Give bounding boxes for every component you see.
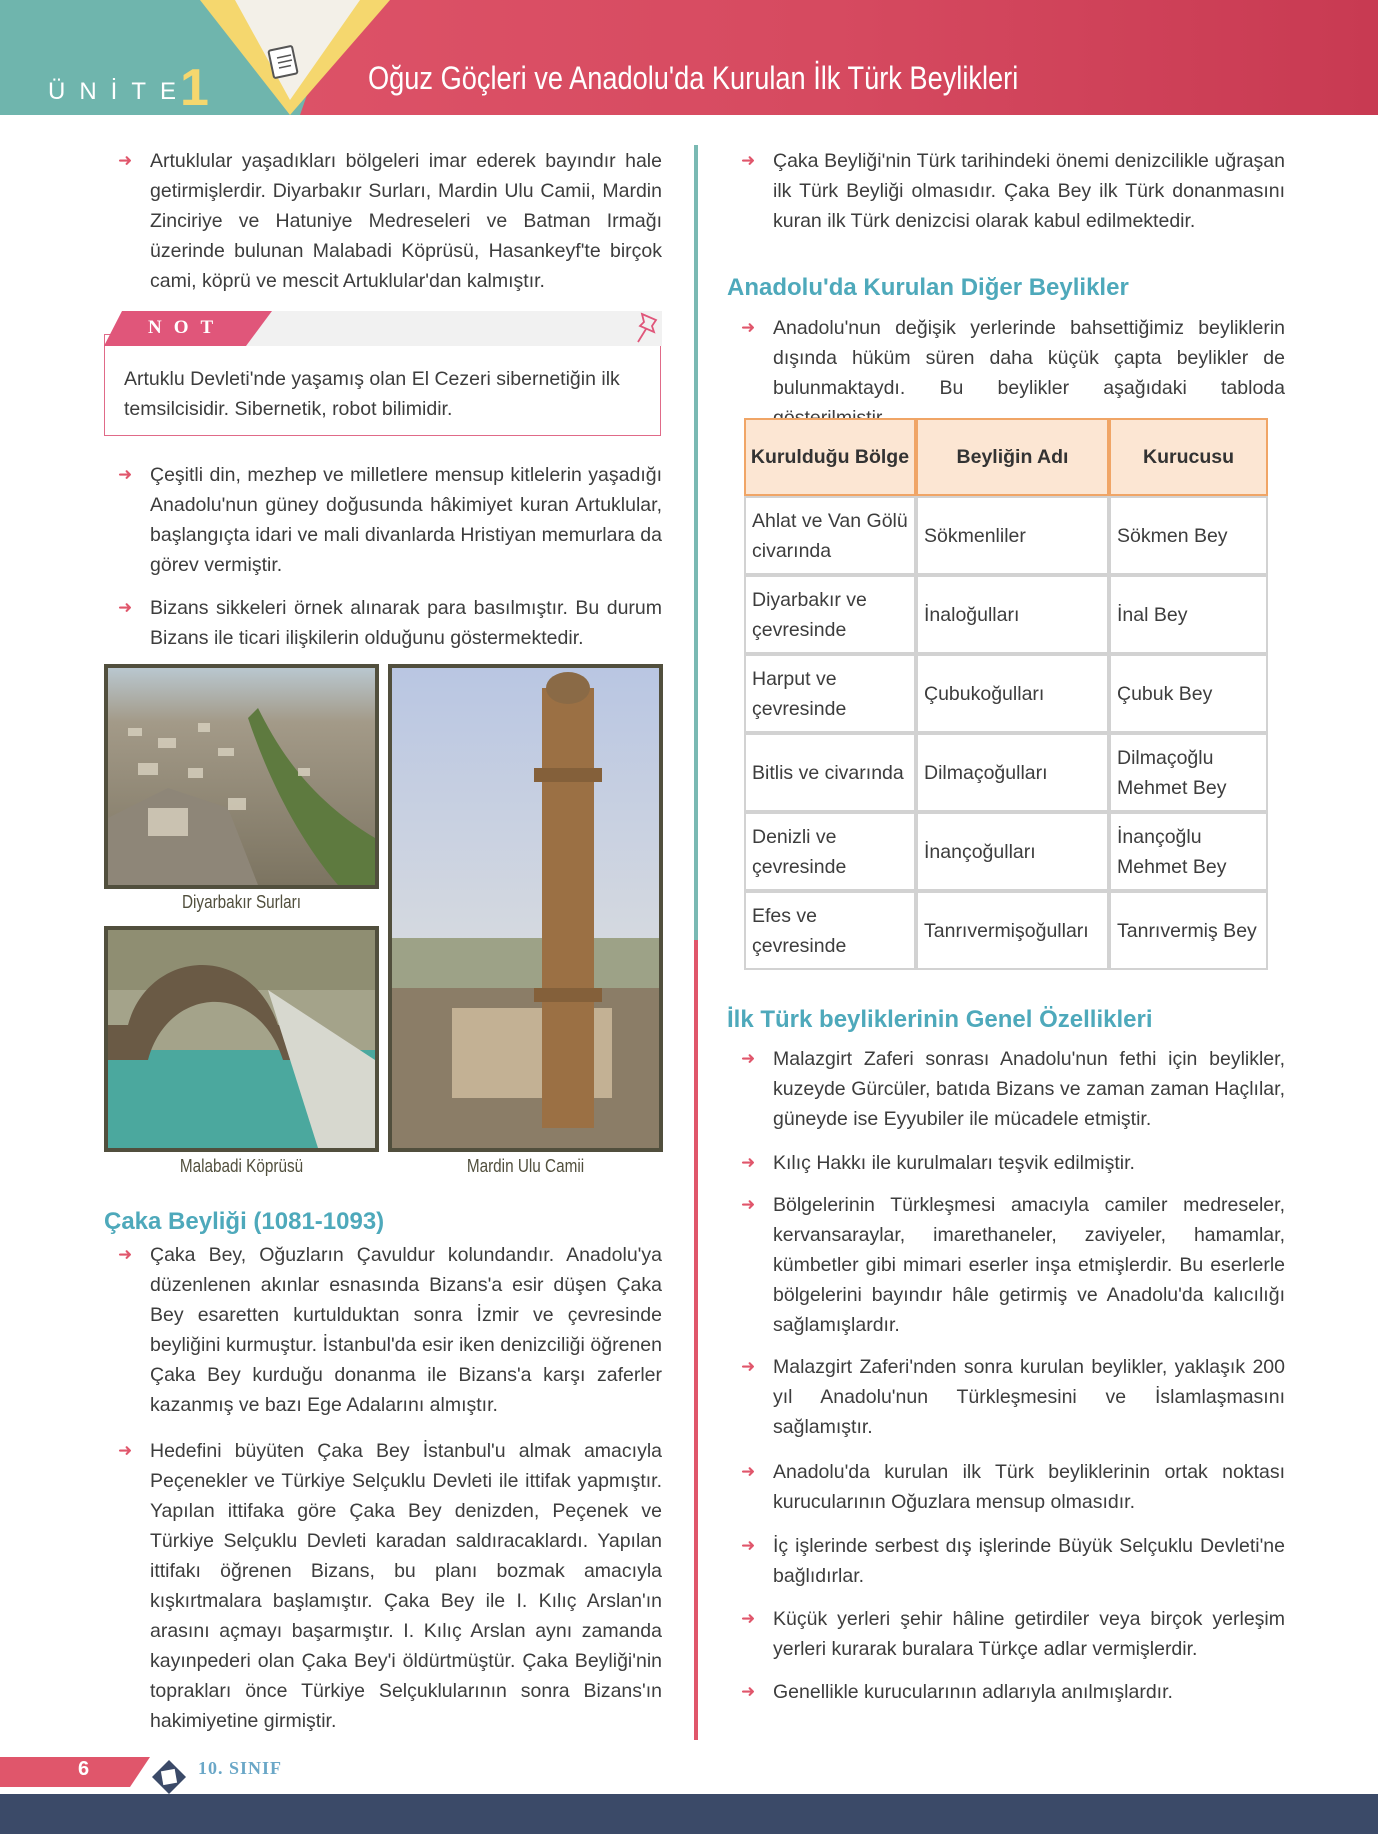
list-item (104, 1240, 662, 1420)
photo-diyarbakir-walls (104, 664, 379, 889)
note-label: NOT (148, 317, 226, 338)
arrow-bullet-icon: ➜ (741, 1049, 756, 1068)
table-cell: Çubuk Bey (1109, 654, 1268, 733)
photo-caption: Mardin Ulu Camii (466, 1156, 585, 1176)
table-cell: Efes ve çevresinde (744, 891, 916, 970)
unit-number: 1 (180, 59, 209, 115)
table-row (744, 575, 1268, 654)
note-tab-background (238, 311, 662, 346)
pushpin-icon (632, 310, 664, 346)
footer-page-tab (0, 1757, 150, 1787)
arrow-bullet-icon: ➜ (741, 1536, 756, 1555)
photo-malabadi-bridge (104, 926, 379, 1152)
list-item (104, 593, 662, 653)
table-cell: Bitlis ve civarında (744, 733, 916, 812)
list-item (727, 146, 1285, 236)
bullet-text: Bizans sikkeleri örnek alınarak para basılmıştır. Bu durum Bizans ile ticari ilişkilerin olduğunu göstermektedir. (150, 597, 662, 649)
table-row (744, 654, 1268, 733)
table-header-cell: Kurucusu (1109, 418, 1268, 496)
page-number: 6 (78, 1758, 90, 1780)
photo-caption: Malabadi Köprüsü (179, 1156, 304, 1176)
bullet-text: Anadolu'da kurulan ilk Türk beyliklerinin ortak noktası kurucularının Oğuzlara mensup olmasıdır. (773, 1461, 1285, 1513)
column-divider-top (694, 145, 698, 940)
footer-band (0, 1794, 1378, 1834)
list-item (727, 1677, 1285, 1707)
list-item (727, 313, 1285, 433)
class-label: 10. SINIF (198, 1758, 283, 1778)
table-header-cell: Kurulduğu Bölge (744, 418, 916, 496)
list-item (727, 1190, 1285, 1340)
bullet-text: Çeşitli din, mezhep ve milletlere mensup kitlelerin yaşadığı Anadolu'nun güney doğusunda hâkimiyet kuran Artuklular, başlangıçta idari ve mali divanlarda Hristiyan memurlara da görev vermiştir. (150, 464, 662, 576)
list-item (727, 1457, 1285, 1517)
photo-caption: Diyarbakır Surları (181, 892, 302, 912)
list-item (727, 1531, 1285, 1591)
arrow-bullet-icon: ➜ (118, 1245, 133, 1264)
arrow-bullet-icon: ➜ (741, 151, 756, 170)
column-divider-bottom (694, 940, 698, 1740)
table-cell: Tanrıvermiş Bey (1109, 891, 1268, 970)
section-title-caka: Çaka Beyliği (1081-1093) (104, 1208, 385, 1235)
table-header-row (744, 418, 1268, 496)
bullet-text: İç işlerinde serbest dış işlerinde Büyük Selçuklu Devleti'ne bağlıdırlar. (773, 1535, 1285, 1587)
arrow-bullet-icon: ➜ (741, 1462, 756, 1481)
table-cell: Sökmenliler (916, 496, 1109, 575)
table-header-cell: Beyliğin Adı (916, 418, 1109, 496)
bullet-text: Anadolu'nun değişik yerlerinde bahsettiğimiz beyliklerin dışında hüküm süren daha küçük çapta beylikler de bulunmaktaydı. Bu beylikler aşağıdaki tabloda (773, 317, 1285, 399)
list-item (104, 1436, 662, 1736)
bullet-text: Kılıç Hakkı ile kurulmaları teşvik edilmiştir. (773, 1152, 1135, 1174)
bullet-text: Küçük yerleri şehir hâline getirdiler veya birçok yerleşim yerleri kurarak buralara Türkçe adlar vermişlerdir. (773, 1608, 1285, 1660)
list-item (727, 1352, 1285, 1442)
bullet-text: Bölgelerinin Türkleşmesi amacıyla camiler medreseler, kervansaraylar, imarethaneler, zaviyeler, hamamlar, kümbetler gibi mimari eserler inşa etmişlerdir. Bu eserlerle bölgelerini bayındır hâle getirmiş ve Anadolu'da kalıcılığı sağlamışlardır. (773, 1194, 1285, 1336)
table-cell: Dilmaçoğulları (916, 733, 1109, 812)
book-icon (265, 40, 305, 80)
table-cell: Dilmaçoğlu Mehmet Bey (1109, 733, 1268, 812)
page-title: Oğuz Göçleri ve Anadolu'da Kurulan İlk Türk Beylikleri (368, 60, 1019, 96)
note-text: Artuklu Devleti'nde yaşamış olan El Cezeri sibernetiğin ilk temsilcisidir. Sibernetik, robot bilimidir. (124, 368, 620, 420)
arrow-bullet-icon: ➜ (118, 465, 133, 484)
arrow-bullet-icon: ➜ (741, 318, 756, 337)
table-row (744, 812, 1268, 891)
bullet-text: Malazgirt Zaferi'nden sonra kurulan beylikler, yaklaşık 200 yıl Anadolu'nun Türkleşmesini ve İslamlaşmasını sağlamıştır. (773, 1356, 1285, 1438)
table-row (744, 891, 1268, 970)
table-cell: Diyarbakır ve çevresinde (744, 575, 916, 654)
bullet-text: Genellikle kurucularının adlarıyla anılmışlardır. (773, 1681, 1173, 1703)
arrow-bullet-icon: ➜ (741, 1609, 756, 1628)
table-cell: Denizli ve çevresinde (744, 812, 916, 891)
section-title-general-features: İlk Türk beyliklerinin Genel Özellikleri (727, 1006, 1153, 1033)
bullet-text: Çaka Beyliği'nin Türk tarihindeki önemi denizcilikle uğraşan ilk Türk Beyliği olmasıdır. Çaka Bey ilk Türk donanmasını kuran ilk Türk denizcisi olarak kabul edilmektedir. (773, 150, 1285, 232)
book-icon (150, 1758, 188, 1796)
table-cell: Ahlat ve Van Gölü civarında (744, 496, 916, 575)
table-row (744, 733, 1268, 812)
bullet-text: Artuklular yaşadıkları bölgeleri imar ederek bayındır hale getirmişlerdir. Diyarbakır Surları, Mardin Ulu Camii, Mardin Zinciriye ve Hatuniye Medreseleri ve Batman Irmağı üzerinde bulunan Malabadi Köprüsü, Hasankeyf'te birçok cami, köprü ve mescit Artuklular'dan kalmıştır. (150, 150, 662, 292)
arrow-bullet-icon: ➜ (118, 151, 133, 170)
table-cell: Sökmen Bey (1109, 496, 1268, 575)
arrow-bullet-icon: ➜ (741, 1357, 756, 1376)
table-cell: Tanrıvermişoğulları (916, 891, 1109, 970)
arrow-bullet-icon: ➜ (741, 1153, 756, 1172)
table-cell: İnaloğulları (916, 575, 1109, 654)
arrow-bullet-icon: ➜ (118, 1441, 133, 1460)
table-cell: Çubukoğulları (916, 654, 1109, 733)
list-item (727, 1148, 1285, 1178)
list-item (727, 1044, 1285, 1134)
list-item (104, 460, 662, 580)
list-item (727, 1604, 1285, 1664)
table-row (744, 496, 1268, 575)
arrow-bullet-icon: ➜ (741, 1195, 756, 1214)
page-header (0, 0, 1378, 115)
arrow-bullet-icon: ➜ (118, 598, 133, 617)
photo-mardin-mosque (388, 664, 663, 1152)
table-cell: Harput ve çevresinde (744, 654, 916, 733)
bullet-text: Malazgirt Zaferi sonrası Anadolu'nun fethi için beylikler, kuzeyde Gürcüler, batıda Bizans ve zaman zaman Haçlılar, güneyde ise Eyyubiler ile mücadele etmiştir. (773, 1048, 1285, 1130)
bullet-text: Hedefini büyüten Çaka Bey İstanbul'u almak amacıyla Peçenekler ve Türkiye Selçuklu Devleti ile ittifak yapmıştır. Yapılan ittifaka göre Çaka Bey denizden, Peçenek ve Türkiye Selçuklu Devleti karadan saldıracaklardı. Yapılan ittifakı öğrenen Bizans, bu planı bozmak amacıyla kışkırtmalara başlamıştır. Çaka Bey ile I. Kılıç Arslan'ın arasını açmayı başarmıştır. I. Kılıç Arslan aynı zamanda kayınpederi olan Çaka Bey'i öldürtmüştür. Çaka Beyliği'nin toprakları önce Türkiye Selçuklularının sonra Bizans'ın hakimiyetine girmiştir. (150, 1440, 662, 1732)
beylik-table (744, 418, 1268, 970)
section-title-other-beyliks: Anadolu'da Kurulan Diğer Beylikler (727, 274, 1129, 301)
table-cell: İnal Bey (1109, 575, 1268, 654)
arrow-bullet-icon: ➜ (741, 1682, 756, 1701)
unit-label: ÜNİTE (48, 78, 190, 105)
bullet-text: Çaka Bey, Oğuzların Çavuldur kolundandır. Anadolu'ya düzenlenen akınlar esnasında Bizans'a esir düşen Çaka Bey esaretten kurtulduktan sonra İzmir ve çevresinde beyliğini kurmuştur. İstanbul'da esir iken denizciliği öğrenen Çaka Bey kurduğu donanma ile Bizans'a karşı zaferler kazanmış ve bazı Ege Adalarını almıştır. (150, 1244, 662, 1416)
list-item (104, 146, 662, 296)
table-cell: İnançoğulları (916, 812, 1109, 891)
table-cell: İnançoğlu Mehmet Bey (1109, 812, 1268, 891)
